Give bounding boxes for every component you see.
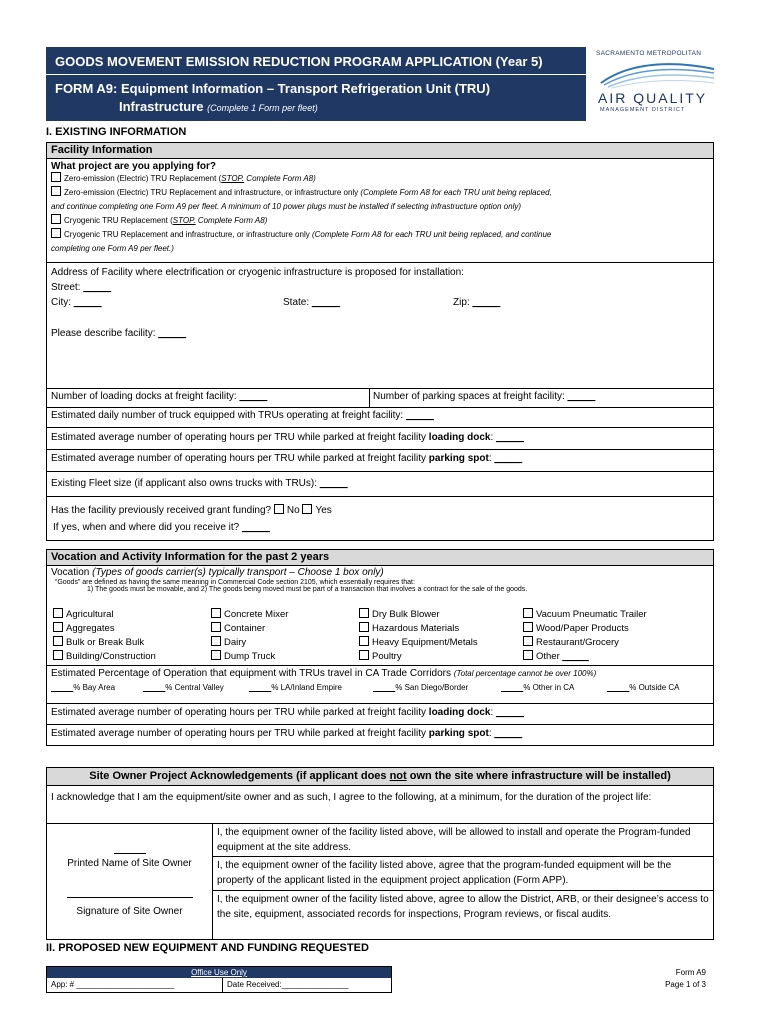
corridor-pct-label: Estimated Percentage of Operation that equipment with TRUs travel in CA Trade Corridors (51, 668, 454, 679)
city-field[interactable]: City: _____ (51, 297, 102, 308)
vocation-option[interactable]: Container (211, 622, 288, 636)
project-type-box (46, 159, 714, 263)
facility-address-box (46, 263, 714, 389)
vocation-option[interactable]: Dairy (211, 636, 288, 650)
vocation-option[interactable]: Dry Bulk Blower (359, 608, 478, 622)
vocation-box (46, 566, 714, 666)
program-title: GOODS MOVEMENT EMISSION REDUCTION PROGRAM APPLICATION (Year 5) (55, 54, 543, 69)
parking-spaces-field[interactable]: Number of parking spaces at freight facility: _____ (373, 391, 596, 402)
state-field[interactable]: State: _____ (283, 297, 340, 308)
agreement-item-1: I, the equipment owner of the facility listed above, will be allowed to install and operate the Program-funded equipment at the site address. (213, 824, 713, 857)
vocation-option[interactable]: Hazardous Materials (359, 622, 478, 636)
cryo-infrastructure-checkbox[interactable] (51, 228, 61, 238)
form-name-line2: Infrastructure (119, 99, 204, 114)
vocation-option[interactable]: Aggregates (53, 622, 156, 636)
vocation-note: (Types of goods carrier(s) typically transport – Choose 1 box only) (92, 567, 384, 578)
vocation-column-2 (211, 608, 288, 664)
section-1-title: I. EXISTING INFORMATION (46, 126, 187, 138)
option-ze-infrastructure: Zero-emission (Electric) TRU Replacement and infrastructure, or infrastructure only (Complete Form A8 for each TRU unit being replaced, (51, 186, 709, 200)
app-number-field[interactable]: App: # ______________________ (47, 978, 223, 992)
sacramento-aqmd-logo (596, 50, 716, 118)
section-2-title: II. PROPOSED NEW EQUIPMENT AND FUNDING REQUESTED (46, 942, 369, 954)
hours-parking-spot-field[interactable]: Estimated average number of operating hours per TRU while parked at freight facility parking spot: _____ (46, 450, 714, 472)
option-cryo-infrastructure: Cryogenic TRU Replacement and infrastructure, or infrastructure only (Complete Form A8 for each TRU unit being replaced, and continue (51, 228, 709, 242)
option-ze-replacement: Zero-emission (Electric) TRU Replacement (STOP. Complete Form A8) (51, 172, 709, 186)
vocation-hours-parking-spot-field[interactable]: Estimated average number of operating hours per TRU while parked at freight facility parking spot: _____ (46, 725, 714, 746)
hours-loading-dock-field[interactable]: Estimated average number of operating hours per TRU while parked at freight facility loading dock: _____ (46, 428, 714, 450)
option-ze-infrastructure-cont: and continue completing one Form A9 per fleet. A minimum of 10 power plugs must be installed if selecting infrastructure option only) (51, 202, 522, 211)
office-use-table (46, 966, 392, 993)
project-type-question: What project are you applying for? (51, 161, 217, 172)
form-name: FORM A9: Equipment Information – Transport Refrigeration Unit (TRU) (55, 81, 491, 96)
vocation-option[interactable]: Concrete Mixer (211, 608, 288, 622)
vocation-label: Vocation (51, 567, 93, 578)
page-footer (640, 967, 706, 991)
corridor-outside-ca[interactable]: _____% Outside CA (607, 683, 680, 692)
owner-agreement-box (46, 824, 714, 940)
corridor-pct-note: (Total percentage cannot be over 100%) (453, 669, 597, 678)
ze-replacement-checkbox[interactable] (51, 172, 61, 182)
vocation-column-3 (359, 608, 478, 664)
grant-when-field[interactable]: If yes, when and where did you receive it? _____ (53, 522, 270, 533)
vocation-option[interactable]: Restaurant/Grocery (523, 636, 647, 650)
goods-definition-2: 1) The goods must be movable, and 2) The goods being moved must be part of a transaction that involves a contract for the sale of the goods. (87, 586, 528, 593)
corridor-central-valley[interactable]: _____% Central Valley (143, 683, 224, 692)
facility-info-header: Facility Information (46, 142, 714, 159)
corridor-la-inland-empire[interactable]: _____% LA/Inland Empire (249, 683, 342, 692)
ze-infrastructure-checkbox[interactable] (51, 186, 61, 196)
vocation-option[interactable]: Vacuum Pneumatic Trailer (523, 608, 647, 622)
vocation-hours-loading-dock-field[interactable]: Estimated average number of operating hours per TRU while parked at freight facility loading dock: _____ (46, 704, 714, 725)
row-divider (369, 389, 370, 407)
form-title-bar (46, 47, 586, 75)
agreement-item-2: I, the equipment owner of the facility listed above, agree that the program-funded equipment will be the property of the applicant listed in the equipment project application (Form APP). (213, 857, 713, 891)
logo-top-text: SACRAMENTO METROPOLITAN (596, 50, 702, 57)
daily-trucks-field[interactable]: Estimated daily number of truck equipped with TRUs operating at freight facility: _____ (46, 408, 714, 428)
date-received-field[interactable]: Date Received:_______________ (227, 980, 349, 989)
office-use-header: Office Use Only (47, 967, 391, 978)
goods-definition: “Goods” are defined as having the same meaning in Commercial Code section 2105, which essentially requires that: (55, 579, 415, 586)
signature-field[interactable]: Signature of Site Owner (47, 890, 212, 917)
vocation-option[interactable]: Wood/Paper Products (523, 622, 647, 636)
vocation-option[interactable]: Heavy Equipment/Metals (359, 636, 478, 650)
form-note: (Complete 1 Form per fleet) (207, 103, 318, 113)
vocation-option[interactable]: Bulk or Break Bulk (53, 636, 156, 650)
printed-name-field[interactable]: Printed Name of Site Owner (47, 850, 212, 869)
vocation-option[interactable]: Other _____ (523, 650, 647, 664)
vocation-column-4 (523, 608, 647, 664)
corridor-san-diego-border[interactable]: _____% San Diego/Border (373, 683, 469, 692)
fleet-size-field[interactable]: Existing Fleet size (if applicant also owns trucks with TRUs): _____ (46, 472, 714, 497)
corridor-bay-area[interactable]: _____% Bay Area (51, 683, 116, 692)
cryo-replacement-checkbox[interactable] (51, 214, 61, 224)
zip-field[interactable]: Zip: _____ (453, 297, 501, 308)
site-owner-header: Site Owner Project Acknowledgements (if applicant does not own the site where infrastructure will be installed) (46, 767, 714, 786)
agreement-item-3: I, the equipment owner of the facility listed above, agree to allow the District, ARB, or their designee’s access to the site, equipment, associated records for inspections, Program reviews, or fiscal audits. (217, 894, 709, 920)
trade-corridors-box (46, 666, 714, 704)
docks-parking-row (46, 389, 714, 408)
vocation-option[interactable]: Agricultural (53, 608, 156, 622)
option-cryo-infrastructure-cont: completing one Form A9 per fleet.) (51, 244, 174, 253)
grant-yes-checkbox[interactable] (302, 504, 312, 514)
corridor-other-ca[interactable]: _____% Other in CA (501, 683, 575, 692)
street-field[interactable]: Street: _____ (51, 282, 112, 293)
grant-funding-box: Has the facility previously received grant funding? No Yes If yes, when and where did you receive it? _____ (46, 497, 714, 541)
page-number: Page 1 of 3 (665, 980, 706, 989)
address-label: Address of Facility where electrification or cryogenic infrastructure is proposed for installation: (51, 267, 464, 278)
logo-sub-text: MANAGEMENT DISTRICT (600, 107, 686, 113)
loading-docks-field[interactable]: Number of loading docks at freight facility: _____ (51, 391, 268, 402)
vocation-option[interactable]: Poultry (359, 650, 478, 664)
option-cryo-replacement: Cryogenic TRU Replacement (STOP. Complete Form A8) (51, 214, 709, 228)
logo-swoosh-icon (596, 59, 716, 89)
vocation-option[interactable]: Dump Truck (211, 650, 288, 664)
vocation-option[interactable]: Building/Construction (53, 650, 156, 664)
form-id: Form A9 (675, 968, 706, 977)
vocation-column-1 (53, 608, 156, 664)
owner-intro: I acknowledge that I am the equipment/site owner and as such, I agree to the following, at a minimum, for the duration of the project life: (46, 786, 714, 824)
form-subtitle-bar (46, 75, 586, 121)
logo-main-text: AIR QUALITY (598, 90, 708, 106)
describe-facility-field[interactable]: Please describe facility: _____ (51, 328, 187, 339)
vocation-header: Vocation and Activity Information for the past 2 years (46, 549, 714, 566)
grant-no-checkbox[interactable] (274, 504, 284, 514)
